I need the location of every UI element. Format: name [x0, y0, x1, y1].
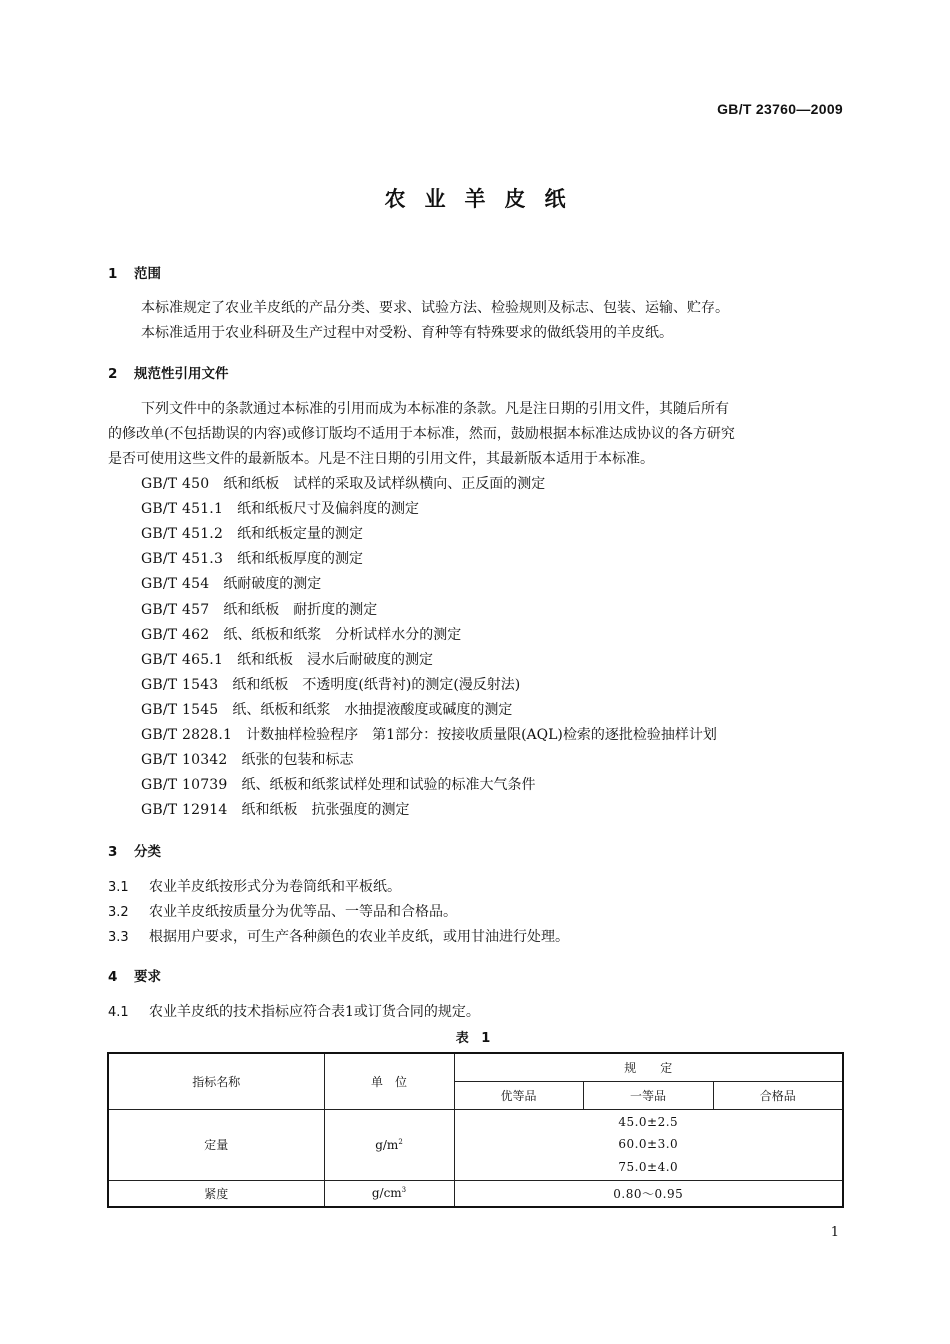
reference-title: 计数抽样检验程序 第1部分：按接收质量限(AQL)检索的逐批检验抽样计划 [246, 727, 717, 743]
value-line: 60.0±3.0 [618, 1137, 679, 1152]
document-title: 农业羊皮纸 [384, 187, 585, 211]
value-line: 75.0±4.0 [618, 1159, 679, 1174]
row-unit [324, 1180, 454, 1207]
unit-superscript: 2 [398, 1137, 403, 1146]
reference-code: GB/T 450 [141, 476, 210, 492]
reference-gap [209, 627, 223, 643]
spec-table [107, 1052, 844, 1208]
section-number: 4 [108, 969, 118, 985]
reference-title: 纸、纸板和纸浆 水抽提液酸度或碱度的测定 [232, 701, 513, 718]
reference-gap [223, 652, 237, 668]
section-4-heading [108, 965, 161, 985]
reference-gap [209, 602, 223, 618]
reference-item [141, 473, 545, 493]
reference-code: GB/T 10342 [141, 752, 228, 769]
page-number: 1 [830, 1225, 839, 1240]
clause-text: 农业羊皮纸的技术指标应符合表1或订货合同的规定。 [149, 1004, 480, 1020]
reference-item [141, 573, 321, 593]
reference-gap [228, 752, 242, 768]
reference-item [141, 523, 363, 543]
section-title: 要求 [134, 969, 161, 985]
reference-gap [209, 476, 223, 492]
table-caption: 表 1 [455, 1031, 495, 1046]
reference-gap [218, 677, 232, 693]
section-title: 范围 [134, 266, 161, 282]
table-row [108, 1109, 843, 1180]
reference-title: 纸和纸板尺寸及偏斜度的测定 [237, 501, 420, 518]
clause-text: 农业羊皮纸按质量分为优等品、一等品和合格品。 [149, 904, 457, 920]
row-value: 0.80～0.95 [454, 1180, 843, 1207]
row-unit [324, 1109, 454, 1180]
reference-item [141, 548, 363, 568]
reference-gap [209, 576, 223, 592]
reference-title: 纸耐破度的测定 [223, 576, 322, 593]
reference-title: 纸和纸板 耐折度的测定 [223, 601, 378, 618]
reference-item [141, 498, 419, 518]
reference-code: GB/T 1545 [141, 701, 219, 718]
reference-item [141, 724, 717, 744]
reference-item [141, 649, 433, 669]
table-row [108, 1180, 843, 1207]
reference-code: GB/T 451.2 [141, 526, 224, 543]
header-unit: 单 位 [324, 1053, 454, 1109]
scope-paragraph-2: 本标准适用于农业科研及生产过程中对受粉、育种等有特殊要求的做纸袋用的羊皮纸。 [141, 325, 673, 341]
unit-base: g/cm [371, 1186, 402, 1201]
reference-gap [232, 727, 246, 743]
reference-code: GB/T 2828.1 [141, 727, 233, 743]
reference-code: GB/T 10739 [141, 777, 228, 794]
section-number: 3 [108, 844, 118, 860]
reference-item [141, 674, 520, 694]
reference-item [141, 799, 410, 819]
reference-code: GB/T 462 [141, 626, 210, 643]
unit-superscript: 3 [401, 1186, 407, 1195]
header-grade-premium: 优等品 [454, 1081, 583, 1109]
reference-title: 纸和纸板定量的测定 [237, 526, 364, 543]
reference-title: 纸和纸板 抗张强度的测定 [241, 802, 410, 819]
unit-base: g/m [375, 1137, 399, 1152]
reference-code: GB/T 451.1 [141, 501, 224, 518]
reference-title: 纸、纸板和纸浆 分析试样水分的测定 [223, 626, 462, 643]
reference-code: GB/T 457 [141, 601, 210, 618]
reference-title: 纸、纸板和纸浆试样处理和试验的标准大气条件 [241, 777, 536, 794]
clause-3-2 [108, 901, 457, 921]
reference-code: GB/T 12914 [141, 802, 228, 819]
reference-item [141, 749, 354, 769]
header-grade-first: 一等品 [583, 1081, 713, 1109]
reference-code: GB/T 451.3 [141, 551, 224, 568]
reference-item [141, 624, 461, 644]
clause-number: 3.1 [108, 880, 129, 895]
header-specification: 规 定 [454, 1053, 843, 1081]
reference-item [141, 599, 377, 619]
header-grade-qualified: 合格品 [713, 1081, 843, 1109]
reference-title: 纸和纸板 浸水后耐破度的测定 [237, 651, 434, 668]
clause-text: 农业羊皮纸按形式分为卷筒纸和平板纸。 [149, 879, 401, 895]
reference-gap [223, 501, 237, 517]
reference-gap [223, 526, 237, 542]
section-title: 分类 [134, 844, 161, 860]
clause-number: 3.3 [108, 930, 129, 945]
clause-3-3 [108, 926, 569, 946]
reference-code: GB/T 465.1 [141, 651, 224, 668]
reference-title: 纸和纸板厚度的测定 [237, 551, 364, 568]
reference-gap [228, 802, 242, 818]
row-indicator-name: 紧度 [108, 1180, 324, 1207]
reference-code: GB/T 1543 [141, 676, 219, 693]
header-indicator-name: 指标名称 [108, 1053, 324, 1109]
clause-4-1 [108, 1001, 480, 1021]
section-1-heading [108, 262, 161, 282]
clause-number: 3.2 [108, 905, 129, 920]
section-3-heading [108, 840, 161, 860]
references-intro-line-3: 是否可使用这些文件的最新版本。凡是不注日期的引用文件，其最新版本适用于本标准。 [108, 451, 654, 467]
section-2-heading [108, 362, 229, 382]
clause-text: 根据用户要求，可生产各种颜色的农业羊皮纸，或用甘油进行处理。 [149, 929, 569, 945]
reference-title: 纸和纸板 不透明度(纸背衬)的测定(漫反射法) [232, 676, 521, 693]
reference-gap [223, 551, 237, 567]
scope-paragraph-1: 本标准规定了农业羊皮纸的产品分类、要求、试验方法、检验规则及标志、包装、运输、贮存。 [141, 300, 729, 316]
standard-code: GB/T 23760—2009 [717, 101, 843, 117]
table-header-row [108, 1053, 843, 1081]
references-intro-line-1: 下列文件中的条款通过本标准的引用而成为本标准的条款。凡是注日期的引用文件，其随后所有 [141, 401, 729, 417]
row-values [454, 1109, 843, 1180]
reference-title: 纸和纸板 试样的采取及试样纵横向、正反面的测定 [223, 476, 546, 492]
references-intro-line-2: 的修改单(不包括勘误的内容)或修订版均不适用于本标准，然而，鼓励根据本标准达成协议的各方研究 [108, 426, 735, 442]
clause-3-1 [108, 876, 401, 896]
reference-item [141, 699, 512, 719]
section-number: 1 [108, 266, 118, 282]
row-indicator-name: 定量 [108, 1109, 324, 1180]
reference-title: 纸张的包装和标志 [241, 752, 354, 769]
clause-number: 4.1 [108, 1005, 129, 1020]
section-title: 规范性引用文件 [134, 366, 229, 382]
reference-gap [218, 702, 232, 718]
reference-code: GB/T 454 [141, 576, 210, 593]
value-line: 45.0±2.5 [618, 1114, 679, 1129]
section-number: 2 [108, 366, 118, 382]
reference-gap [228, 777, 242, 793]
reference-item [141, 774, 536, 794]
